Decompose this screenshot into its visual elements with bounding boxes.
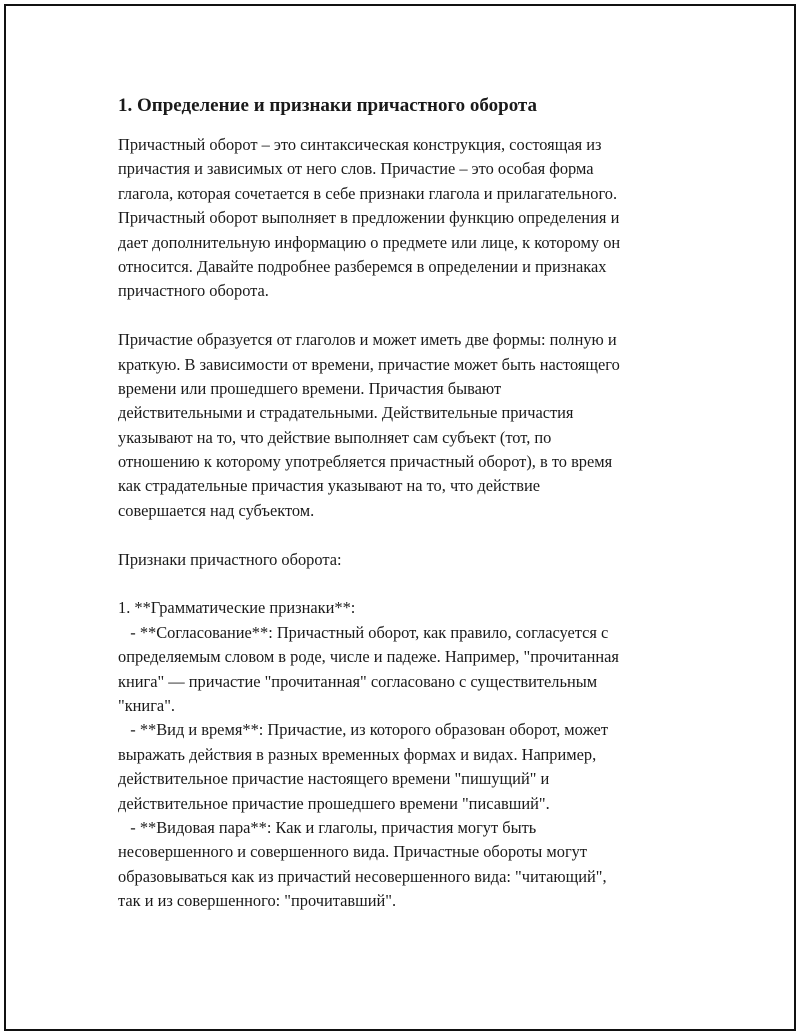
paragraph-gap: [118, 523, 698, 547]
text-line: причастия и зависимых от него слов. Причастие – это особая форма: [118, 159, 594, 179]
text-line: "книга".: [118, 695, 175, 715]
text-line: Признаки причастного оборота:: [118, 549, 342, 569]
text-line: как страдательные причастия указывают на то, что действие: [118, 476, 541, 496]
list-item: - **Видовая пара**: Как и глаголы, причастия могут быть: [118, 817, 537, 837]
text-line: действительное причастие прошедшего времени "писавший".: [118, 793, 550, 813]
section-heading: 1. Определение и признаки причастного оборота: [118, 95, 538, 116]
list-item: - **Вид и время**: Причастие, из которого образован оборот, может: [118, 720, 608, 740]
text-line: так и из совершенного: "прочитавший".: [118, 891, 397, 911]
paragraph-gap: [118, 304, 698, 328]
text-line: несовершенного и совершенного вида. Причастные обороты могут: [118, 842, 588, 862]
paragraph-signs-intro: [118, 548, 698, 572]
list-item: - **Согласование**: Причастный оборот, как правило, согласуется с: [118, 622, 609, 642]
text-line: глагола, которая сочетается в себе признаки глагола и прилагательного.: [118, 183, 618, 203]
document-body: [118, 93, 698, 914]
paragraph-definition: [118, 133, 698, 304]
text-line: относится. Давайте подробнее разберемся в определении и признаках: [118, 256, 607, 276]
text-line: Причастие образуется от глаголов и может иметь две формы: полную и: [118, 330, 617, 350]
paragraph-forms: [118, 328, 698, 523]
list-grammatical-signs: [118, 596, 698, 913]
text-line: отношению к которому употребляется причастный оборот), в то время: [118, 452, 613, 472]
text-line: книга" — причастие "прочитанная" согласовано с существительным: [118, 671, 598, 691]
text-line: Причастный оборот выполняет в предложении функцию определения и: [118, 208, 620, 228]
paragraph-gap: [118, 572, 698, 596]
text-line: действительное причастие настоящего времени "пишущий" и: [118, 769, 550, 789]
text-line: образовываться как из причастий несовершенного вида: "читающий",: [118, 866, 607, 886]
text-line: совершается над субъектом.: [118, 500, 315, 520]
list-item: 1. **Грамматические признаки**:: [118, 598, 356, 618]
text-line: Причастный оборот – это синтаксическая конструкция, состоящая из: [118, 135, 602, 154]
text-line: краткую. В зависимости от времени, причастие может быть настоящего: [118, 354, 620, 374]
text-line: времени или прошедшего времени. Причастия бывают: [118, 378, 502, 398]
text-line: причастного оборота.: [118, 281, 269, 301]
text-line: указывают на то, что действие выполняет сам субъект (тот, по: [118, 427, 552, 447]
text-line: дает дополнительную информацию о предмете или лице, к которому он: [118, 232, 621, 252]
text-line: определяемым словом в роде, числе и падеже. Например, "прочитанная: [118, 647, 619, 667]
text-line: действительными и страдательными. Действительные причастия: [118, 403, 574, 423]
text-line: выражать действия в разных временных формах и видах. Например,: [118, 744, 597, 764]
